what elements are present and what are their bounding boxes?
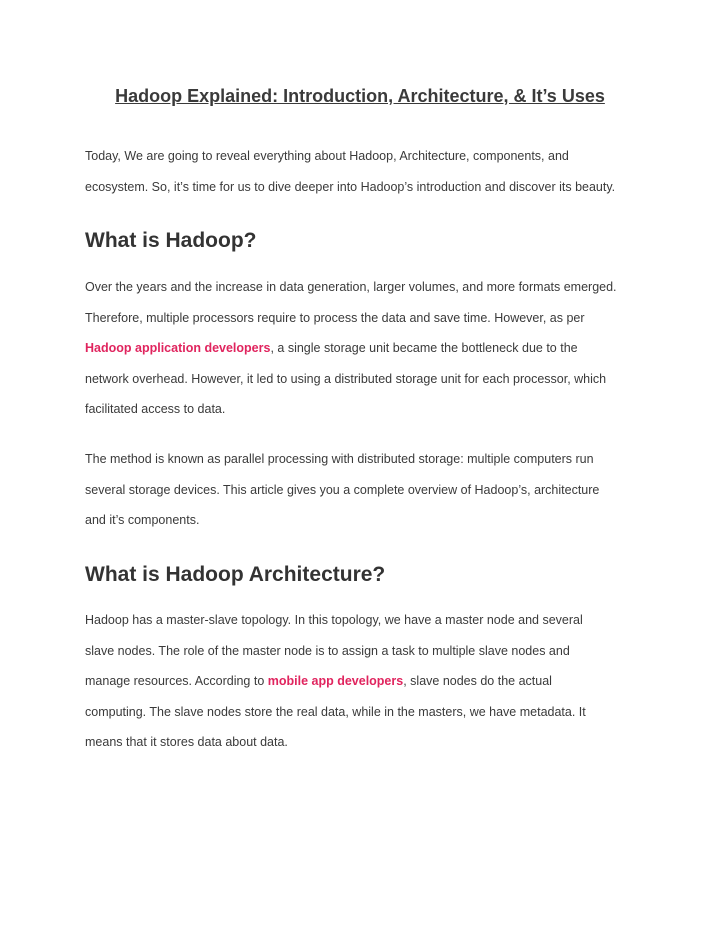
hadoop-p1-line-3 [85, 333, 645, 364]
hadoop-paragraph-1 [85, 272, 645, 425]
intro-line-1: Today, We are going to reveal everything about Hadoop, Architecture, components, and [85, 149, 569, 163]
page-title: Hadoop Explained: Introduction, Architecture, & It’s Uses [115, 86, 605, 106]
arch-line-4: computing. The slave nodes store the real data, while in the masters, we have metadata. It [85, 704, 586, 719]
arch-line-3-text-after: , slave nodes do the actual [403, 674, 552, 688]
hadoop-p2-line-2: several storage devices. This article gives you a complete overview of Hadoop’s, architecture [85, 482, 600, 497]
arch-line-2: slave nodes. The role of the master node is to assign a task to multiple slave nodes and [85, 643, 570, 658]
mobile-app-developers-link[interactable]: mobile app developers [267, 674, 404, 688]
hadoop-p2-line-3: and it’s components. [85, 513, 200, 527]
section-heading-hadoop-architecture: What is Hadoop Architecture? [85, 563, 386, 586]
architecture-paragraph [85, 605, 645, 758]
arch-line-5: means that it stores data about data. [85, 735, 288, 749]
hadoop-p1-line-1: Over the years and the increase in data generation, larger volumes, and more formats emerged. [85, 280, 617, 294]
hadoop-p1-line-4: network overhead. However, it led to using a distributed storage unit for each processor, which [85, 371, 607, 386]
hadoop-p1-line-2: Therefore, multiple processors require to process the data and save time. However, as per [85, 310, 585, 325]
section-heading-what-is-hadoop: What is Hadoop? [85, 229, 257, 252]
hadoop-p2-line-1: The method is known as parallel processing with distributed storage: multiple computers run [85, 452, 594, 466]
hadoop-application-developers-link[interactable]: Hadoop application developers [85, 341, 271, 355]
hadoop-paragraph-2 [85, 444, 645, 536]
intro-line-2: ecosystem. So, it’s time for us to dive deeper into Hadoop’s introduction and discover its beauty. [85, 179, 616, 194]
arch-line-3 [85, 666, 645, 697]
intro-paragraph [85, 141, 645, 202]
arch-line-3-text-before: manage resources. According to [85, 674, 268, 688]
hadoop-p1-line-5: facilitated access to data. [85, 402, 226, 416]
hadoop-p1-line-3-text: , a single storage unit became the bottleneck due to the [270, 341, 578, 355]
arch-line-1: Hadoop has a master-slave topology. In this topology, we have a master node and several [85, 613, 583, 627]
